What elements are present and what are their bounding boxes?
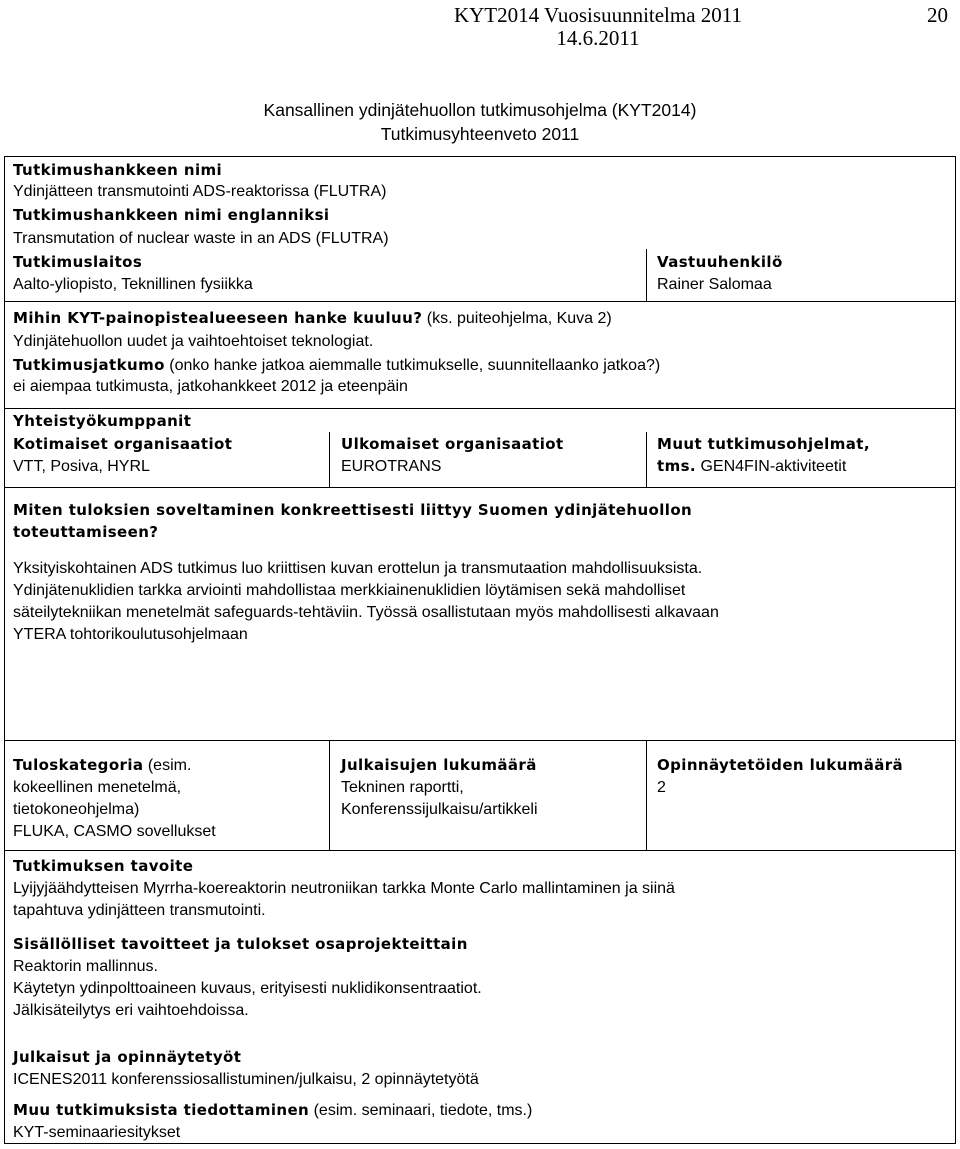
publication-count-value: Tekninen raportti, [341,779,464,796]
document-title: KYT2014 Vuosisuunnitelma 2011 [453,3,743,27]
application-text-line: säteilytekniikan menetelmät safeguards-tehtäviin. Työssä osallistutaan myös mahdollisesti alkavaan [13,604,719,621]
continuation-value: ei aiempaa tutkimusta, jatkohankkeet 2012 ja eteenpäin [13,378,408,395]
project-name-value: Ydinjätteen transmutointi ADS-reaktorissa (FLUTRA) [13,183,387,200]
divider-contact-column [646,249,647,301]
result-category-label: Tuloskategoria [13,756,144,774]
institute-label: Tutkimuslaitos [13,253,143,271]
partners-label: Yhteistyökumppanit [13,412,192,430]
result-category-hint-cont: tietokoneohjelma) [13,801,140,818]
content-goals-item: Jälkisäteilytys eri vaihtoehdoissa. [13,1002,249,1019]
communication-hint: (esim. seminaari, tiedote, tms.) [309,1102,533,1119]
result-category-line [13,755,191,776]
result-category-hint-cont: kokeellinen menetelmä, [13,779,182,796]
page-header [248,4,948,50]
project-name-en-value: Transmutation of nuclear waste in an ADS (FLUTRA) [13,230,389,247]
result-category-value: FLUKA, CASMO sovellukset [13,823,216,840]
focus-area-label: Mihin KYT-painopistealueeseen hanke kuuluu? [13,309,423,327]
divider-after-results [4,850,956,851]
contact-person-label: Vastuuhenkilö [657,253,783,271]
application-text-line: Yksityiskohtainen ADS tutkimus luo kriittisen kuvan erottelun ja transmutaation mahdollisuuksista. [13,560,703,577]
continuation-question [13,355,660,376]
document-date: 14.6.2011 [556,26,640,50]
application-text-line: Ydinjätenuklidien tarkka arviointi mahdollistaa merkkiainenuklidien löytämisen sekä mahdolliset [13,582,686,599]
divider-after-partners [4,487,956,488]
other-programs-label-cont: tms. [657,457,697,475]
summary-title: Tutkimusyhteenveto 2011 [380,124,580,144]
other-programs-line [657,456,846,477]
divider-after-application [4,740,956,741]
publications-label: Julkaisut ja opinnäytetyöt [13,1048,242,1066]
communication-label: Muu tutkimuksista tiedottaminen [13,1101,310,1119]
result-category-hint: (esim. [143,757,192,774]
divider-partners-col2 [646,432,647,487]
divider-results-col2 [646,740,647,850]
domestic-orgs-value: VTT, Posiva, HYRL [13,458,150,475]
content-goals-item: Käytetyn ydinpolttoaineen kuvaus, erityisesti nuklidikonsentraatiot. [13,980,482,997]
research-goal-text: Lyijyjäähdytteisen Myrrha-koereaktorin neutroniikan tarkka Monte Carlo mallintaminen ja siinä [13,880,675,897]
continuation-hint: (onko hanke jatkoa aiemmalle tutkimukselle, suunnitellaanko jatkoa?) [164,357,661,374]
content-goals-item: Reaktorin mallinnus. [13,958,158,975]
other-programs-value: GEN4FIN-aktiviteetit [696,458,847,475]
publication-count-value: Konferenssijulkaisu/artikkeli [341,801,538,818]
theses-count-label: Opinnäytetöiden lukumäärä [657,756,904,774]
publications-value: ICENES2011 konferenssiosallistuminen/julkaisu, 2 opinnäytetyötä [13,1071,479,1088]
focus-area-question [13,308,612,329]
domestic-orgs-label: Kotimaiset organisaatiot [13,435,233,453]
publication-count-label: Julkaisujen lukumäärä [341,756,537,774]
research-goal-label: Tutkimuksen tavoite [13,857,194,875]
divider-after-continuation [4,408,956,409]
application-text-line: YTERA tohtorikoulutusohjelmaan [13,626,248,643]
project-name-label: Tutkimushankkeen nimi [13,161,223,179]
communication-line [13,1100,532,1121]
continuation-label: Tutkimusjatkumo [13,356,165,374]
communication-value: KYT-seminaariesitykset [13,1124,181,1141]
institute-value: Aalto-yliopisto, Teknillinen fysiikka [13,276,253,293]
contact-person-value: Rainer Salomaa [657,276,772,293]
application-label: Miten tuloksien soveltaminen konkreettisesti liittyy Suomen ydinjätehuollon [13,501,693,519]
foreign-orgs-value: EUROTRANS [341,458,442,475]
theses-count-value: 2 [657,779,666,796]
divider-partners-col1 [329,432,330,487]
focus-area-hint: (ks. puiteohjelma, Kuva 2) [422,310,612,327]
focus-area-value: Ydinjätehuollon uudet ja vaihtoehtoiset teknologiat. [13,333,374,350]
other-programs-label: Muut tutkimusohjelmat, [657,435,870,453]
research-goal-text: tapahtuva ydinjätteen transmutointi. [13,902,266,919]
page-number: 20 [927,3,948,27]
divider-results-col1 [329,740,330,850]
divider-after-institute [4,301,956,302]
program-title: Kansallinen ydinjätehuollon tutkimusohjelma (KYT2014) [263,100,697,120]
foreign-orgs-label: Ulkomaiset organisaatiot [341,435,564,453]
application-label-cont: toteuttamiseen? [13,523,159,541]
project-name-en-label: Tutkimushankkeen nimi englanniksi [13,206,330,224]
content-goals-label: Sisällölliset tavoitteet ja tulokset osaprojekteittain [13,935,468,953]
